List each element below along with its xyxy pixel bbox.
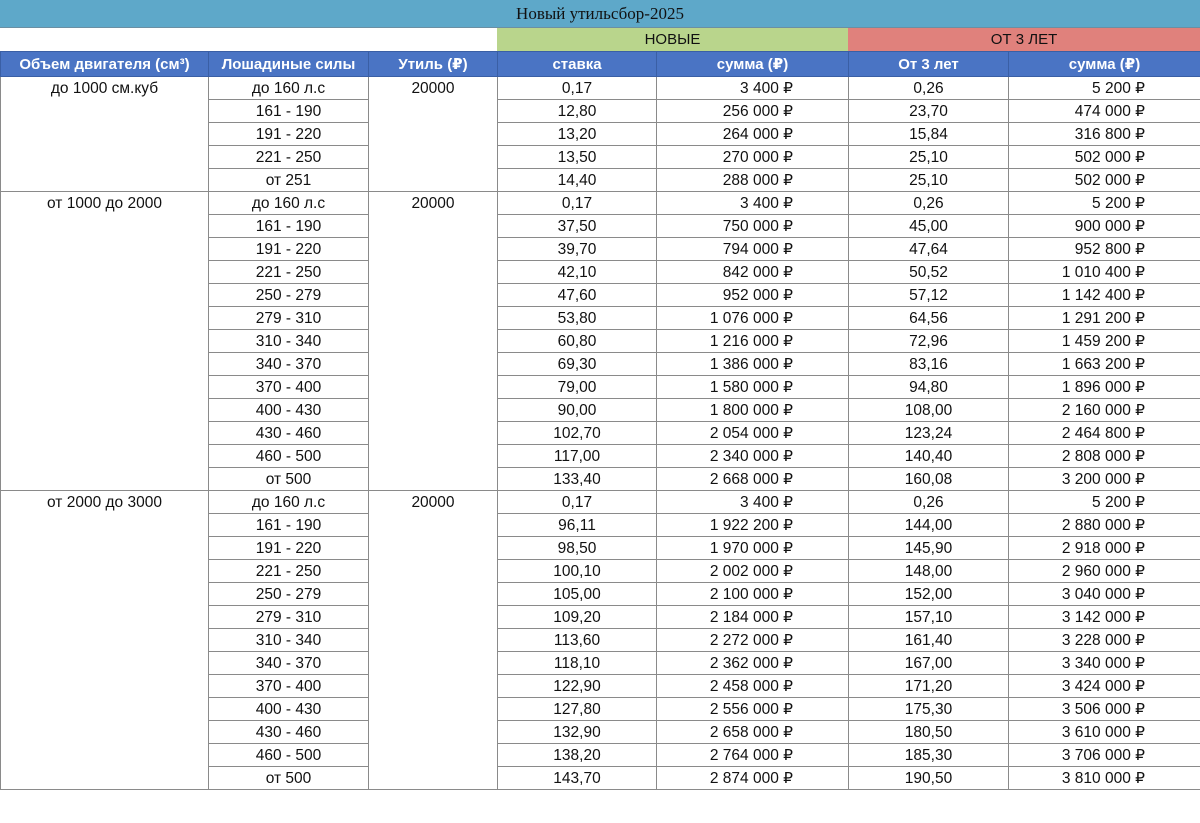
cell-volume [1,422,209,445]
cell-util: 20000 [369,77,498,100]
cell-rate-old: 140,40 [849,445,1009,468]
cell-hp: 430 - 460 [209,422,369,445]
table-row [1,376,1200,399]
cell-sum-new: 270 000 ₽ [657,146,849,169]
cell-util [369,100,498,123]
cell-util [369,652,498,675]
table-row [1,721,1200,744]
table-row [1,744,1200,767]
col-header-sum-old: сумма (₽) [1009,52,1200,77]
cell-rate-old: 157,10 [849,606,1009,629]
cell-sum-old: 1 142 400 ₽ [1009,284,1200,307]
cell-sum-old: 3 142 000 ₽ [1009,606,1200,629]
cell-util [369,307,498,330]
cell-volume [1,146,209,169]
cell-sum-old: 952 800 ₽ [1009,238,1200,261]
cell-sum-new: 750 000 ₽ [657,215,849,238]
cell-sum-new: 2 340 000 ₽ [657,445,849,468]
col-header-volume: Объем двигателя (см³) [1,52,209,77]
cell-volume: от 1000 до 2000 [1,192,209,215]
cell-rate-old: 175,30 [849,698,1009,721]
cell-rate-old: 148,00 [849,560,1009,583]
cell-volume [1,698,209,721]
cell-util [369,767,498,790]
cell-volume [1,399,209,422]
cell-util [369,468,498,491]
cell-sum-new: 264 000 ₽ [657,123,849,146]
table-row [1,675,1200,698]
cell-rate-old: 0,26 [849,491,1009,514]
cell-sum-old: 3 340 000 ₽ [1009,652,1200,675]
table-row [1,491,1200,514]
cell-hp: 370 - 400 [209,675,369,698]
cell-util [369,721,498,744]
cell-sum-new: 3 400 ₽ [657,77,849,100]
cell-volume [1,330,209,353]
cell-sum-old: 3 040 000 ₽ [1009,583,1200,606]
cell-util [369,606,498,629]
cell-hp: 310 - 340 [209,629,369,652]
cell-hp: до 160 л.с [209,192,369,215]
sheet-title: Новый утильсбор-2025 [0,0,1200,28]
cell-volume [1,215,209,238]
cell-util [369,215,498,238]
cell-sum-old: 900 000 ₽ [1009,215,1200,238]
cell-rate-new: 132,90 [498,721,657,744]
cell-util [369,698,498,721]
cell-rate-new: 98,50 [498,537,657,560]
cell-util [369,629,498,652]
cell-util [369,744,498,767]
cell-util [369,284,498,307]
cell-sum-old: 3 610 000 ₽ [1009,721,1200,744]
table-row [1,307,1200,330]
cell-hp: 340 - 370 [209,353,369,376]
cell-sum-old: 2 160 000 ₽ [1009,399,1200,422]
cell-rate-old: 57,12 [849,284,1009,307]
cell-volume [1,537,209,560]
cell-volume [1,629,209,652]
cell-sum-old: 3 506 000 ₽ [1009,698,1200,721]
cell-sum-new: 288 000 ₽ [657,169,849,192]
table-row [1,468,1200,491]
cell-hp: 400 - 430 [209,698,369,721]
cell-rate-new: 105,00 [498,583,657,606]
cell-sum-old: 2 960 000 ₽ [1009,560,1200,583]
cell-sum-old: 1 010 400 ₽ [1009,261,1200,284]
cell-rate-new: 69,30 [498,353,657,376]
cell-volume [1,744,209,767]
cell-rate-new: 0,17 [498,192,657,215]
table-row [1,330,1200,353]
cell-rate-new: 117,00 [498,445,657,468]
cell-rate-old: 185,30 [849,744,1009,767]
cell-hp: 279 - 310 [209,307,369,330]
cell-rate-new: 60,80 [498,330,657,353]
cell-sum-old: 3 200 000 ₽ [1009,468,1200,491]
cell-sum-new: 2 874 000 ₽ [657,767,849,790]
col-header-hp: Лошадиные силы [209,52,369,77]
cell-sum-old: 502 000 ₽ [1009,146,1200,169]
cell-rate-old: 45,00 [849,215,1009,238]
cell-sum-new: 2 668 000 ₽ [657,468,849,491]
cell-rate-new: 14,40 [498,169,657,192]
cell-volume [1,353,209,376]
cell-rate-new: 37,50 [498,215,657,238]
table-row [1,146,1200,169]
cell-volume [1,376,209,399]
cell-volume [1,767,209,790]
cell-volume [1,238,209,261]
cell-hp: 400 - 430 [209,399,369,422]
cell-rate-new: 53,80 [498,307,657,330]
table-row [1,123,1200,146]
cell-sum-new: 1 216 000 ₽ [657,330,849,353]
group-header-row [0,28,1200,51]
cell-rate-new: 96,11 [498,514,657,537]
table-row [1,353,1200,376]
table-row [1,261,1200,284]
cell-sum-new: 2 658 000 ₽ [657,721,849,744]
group-header-new: НОВЫЕ [497,28,848,51]
cell-sum-new: 2 054 000 ₽ [657,422,849,445]
cell-sum-old: 3 228 000 ₽ [1009,629,1200,652]
cell-rate-new: 13,20 [498,123,657,146]
cell-sum-new: 2 458 000 ₽ [657,675,849,698]
cell-hp: до 160 л.с [209,491,369,514]
cell-rate-new: 79,00 [498,376,657,399]
table-row [1,77,1200,100]
cell-volume [1,100,209,123]
cell-sum-old: 1 663 200 ₽ [1009,353,1200,376]
cell-rate-new: 90,00 [498,399,657,422]
cell-util [369,399,498,422]
cell-volume [1,261,209,284]
cell-util [369,675,498,698]
table-row [1,422,1200,445]
cell-hp: 279 - 310 [209,606,369,629]
cell-sum-old: 502 000 ₽ [1009,169,1200,192]
cell-rate-old: 25,10 [849,169,1009,192]
cell-rate-old: 167,00 [849,652,1009,675]
cell-sum-new: 2 556 000 ₽ [657,698,849,721]
cell-hp: 340 - 370 [209,652,369,675]
cell-hp: до 160 л.с [209,77,369,100]
cell-util [369,560,498,583]
cell-sum-old: 474 000 ₽ [1009,100,1200,123]
table-row [1,215,1200,238]
table-row [1,629,1200,652]
cell-rate-new: 0,17 [498,77,657,100]
table-row [1,537,1200,560]
cell-hp: 460 - 500 [209,744,369,767]
cell-rate-old: 0,26 [849,192,1009,215]
cell-rate-old: 108,00 [849,399,1009,422]
cell-rate-new: 127,80 [498,698,657,721]
cell-sum-old: 1 896 000 ₽ [1009,376,1200,399]
table-row [1,284,1200,307]
cell-rate-old: 180,50 [849,721,1009,744]
cell-sum-old: 5 200 ₽ [1009,192,1200,215]
cell-rate-new: 143,70 [498,767,657,790]
cell-volume [1,606,209,629]
cell-volume [1,675,209,698]
cell-util [369,353,498,376]
cell-sum-new: 256 000 ₽ [657,100,849,123]
cell-util [369,123,498,146]
cell-sum-new: 2 100 000 ₽ [657,583,849,606]
cell-rate-old: 47,64 [849,238,1009,261]
cell-sum-old: 3 424 000 ₽ [1009,675,1200,698]
cell-util [369,376,498,399]
cell-rate-new: 118,10 [498,652,657,675]
cell-volume: от 2000 до 3000 [1,491,209,514]
cell-hp: 430 - 460 [209,721,369,744]
table-row [1,698,1200,721]
col-header-sum-new: сумма (₽) [657,52,849,77]
cell-hp: 191 - 220 [209,123,369,146]
cell-sum-old: 316 800 ₽ [1009,123,1200,146]
cell-sum-old: 2 808 000 ₽ [1009,445,1200,468]
cell-sum-new: 3 400 ₽ [657,192,849,215]
cell-rate-old: 15,84 [849,123,1009,146]
table-row [1,583,1200,606]
cell-rate-new: 102,70 [498,422,657,445]
cell-sum-new: 2 272 000 ₽ [657,629,849,652]
table-row [1,238,1200,261]
cell-rate-old: 72,96 [849,330,1009,353]
group-header-old: ОТ 3 ЛЕТ [848,28,1200,51]
cell-hp: 191 - 220 [209,537,369,560]
cell-rate-old: 171,20 [849,675,1009,698]
cell-sum-new: 1 386 000 ₽ [657,353,849,376]
cell-sum-new: 1 922 200 ₽ [657,514,849,537]
cell-hp: 250 - 279 [209,583,369,606]
cell-volume: до 1000 см.куб [1,77,209,100]
cell-util: 20000 [369,192,498,215]
cell-hp: 370 - 400 [209,376,369,399]
table-row [1,767,1200,790]
cell-volume [1,560,209,583]
cell-sum-new: 1 580 000 ₽ [657,376,849,399]
cell-rate-old: 145,90 [849,537,1009,560]
cell-sum-new: 1 800 000 ₽ [657,399,849,422]
cell-rate-new: 42,10 [498,261,657,284]
cell-rate-new: 133,40 [498,468,657,491]
column-header-row [1,52,1200,77]
cell-rate-old: 0,26 [849,77,1009,100]
cell-rate-new: 113,60 [498,629,657,652]
cell-hp: от 500 [209,468,369,491]
cell-rate-new: 122,90 [498,675,657,698]
cell-hp: 161 - 190 [209,514,369,537]
table-row [1,100,1200,123]
table-row [1,445,1200,468]
cell-rate-old: 144,00 [849,514,1009,537]
cell-hp: 221 - 250 [209,146,369,169]
cell-sum-new: 2 362 000 ₽ [657,652,849,675]
cell-util [369,445,498,468]
cell-volume [1,123,209,146]
cell-hp: 161 - 190 [209,215,369,238]
cell-sum-new: 2 184 000 ₽ [657,606,849,629]
cell-hp: 460 - 500 [209,445,369,468]
cell-rate-new: 39,70 [498,238,657,261]
cell-rate-new: 138,20 [498,744,657,767]
cell-sum-old: 5 200 ₽ [1009,77,1200,100]
cell-sum-new: 952 000 ₽ [657,284,849,307]
cell-rate-old: 161,40 [849,629,1009,652]
cell-rate-old: 160,08 [849,468,1009,491]
cell-volume [1,169,209,192]
cell-hp: 221 - 250 [209,560,369,583]
table-row [1,192,1200,215]
cell-sum-old: 5 200 ₽ [1009,491,1200,514]
cell-sum-old: 3 706 000 ₽ [1009,744,1200,767]
cell-hp: 250 - 279 [209,284,369,307]
cell-util: 20000 [369,491,498,514]
cell-rate-old: 152,00 [849,583,1009,606]
cell-sum-old: 3 810 000 ₽ [1009,767,1200,790]
cell-volume [1,445,209,468]
col-header-rate-old: От 3 лет [849,52,1009,77]
cell-hp: 221 - 250 [209,261,369,284]
cell-volume [1,514,209,537]
table-row [1,399,1200,422]
table-row [1,169,1200,192]
group-header-blank [0,28,497,51]
cell-util [369,146,498,169]
cell-rate-old: 123,24 [849,422,1009,445]
cell-volume [1,583,209,606]
cell-sum-old: 1 291 200 ₽ [1009,307,1200,330]
cell-sum-new: 794 000 ₽ [657,238,849,261]
table-row [1,606,1200,629]
cell-volume [1,468,209,491]
cell-rate-new: 47,60 [498,284,657,307]
cell-rate-old: 25,10 [849,146,1009,169]
cell-util [369,422,498,445]
cell-rate-new: 109,20 [498,606,657,629]
table-body [1,77,1200,790]
cell-hp: 161 - 190 [209,100,369,123]
cell-util [369,238,498,261]
util-fee-table [0,51,1200,790]
cell-rate-old: 94,80 [849,376,1009,399]
cell-util [369,261,498,284]
cell-volume [1,307,209,330]
cell-sum-old: 2 464 800 ₽ [1009,422,1200,445]
cell-sum-old: 2 918 000 ₽ [1009,537,1200,560]
cell-sum-new: 842 000 ₽ [657,261,849,284]
cell-hp: от 251 [209,169,369,192]
cell-rate-new: 13,50 [498,146,657,169]
cell-hp: 191 - 220 [209,238,369,261]
cell-volume [1,721,209,744]
table-row [1,560,1200,583]
cell-sum-new: 3 400 ₽ [657,491,849,514]
cell-rate-old: 190,50 [849,767,1009,790]
cell-rate-old: 64,56 [849,307,1009,330]
cell-sum-old: 2 880 000 ₽ [1009,514,1200,537]
cell-sum-old: 1 459 200 ₽ [1009,330,1200,353]
col-header-rate-new: ставка [498,52,657,77]
cell-rate-new: 0,17 [498,491,657,514]
table-row [1,514,1200,537]
cell-util [369,514,498,537]
cell-util [369,537,498,560]
cell-hp: от 500 [209,767,369,790]
cell-util [369,330,498,353]
cell-rate-old: 83,16 [849,353,1009,376]
cell-volume [1,284,209,307]
col-header-util: Утиль (₽) [369,52,498,77]
cell-rate-old: 50,52 [849,261,1009,284]
cell-sum-new: 2 002 000 ₽ [657,560,849,583]
cell-sum-new: 1 970 000 ₽ [657,537,849,560]
cell-util [369,169,498,192]
cell-sum-new: 1 076 000 ₽ [657,307,849,330]
cell-rate-new: 12,80 [498,100,657,123]
cell-rate-new: 100,10 [498,560,657,583]
cell-hp: 310 - 340 [209,330,369,353]
cell-util [369,583,498,606]
cell-rate-old: 23,70 [849,100,1009,123]
cell-sum-new: 2 764 000 ₽ [657,744,849,767]
table-row [1,652,1200,675]
cell-volume [1,652,209,675]
